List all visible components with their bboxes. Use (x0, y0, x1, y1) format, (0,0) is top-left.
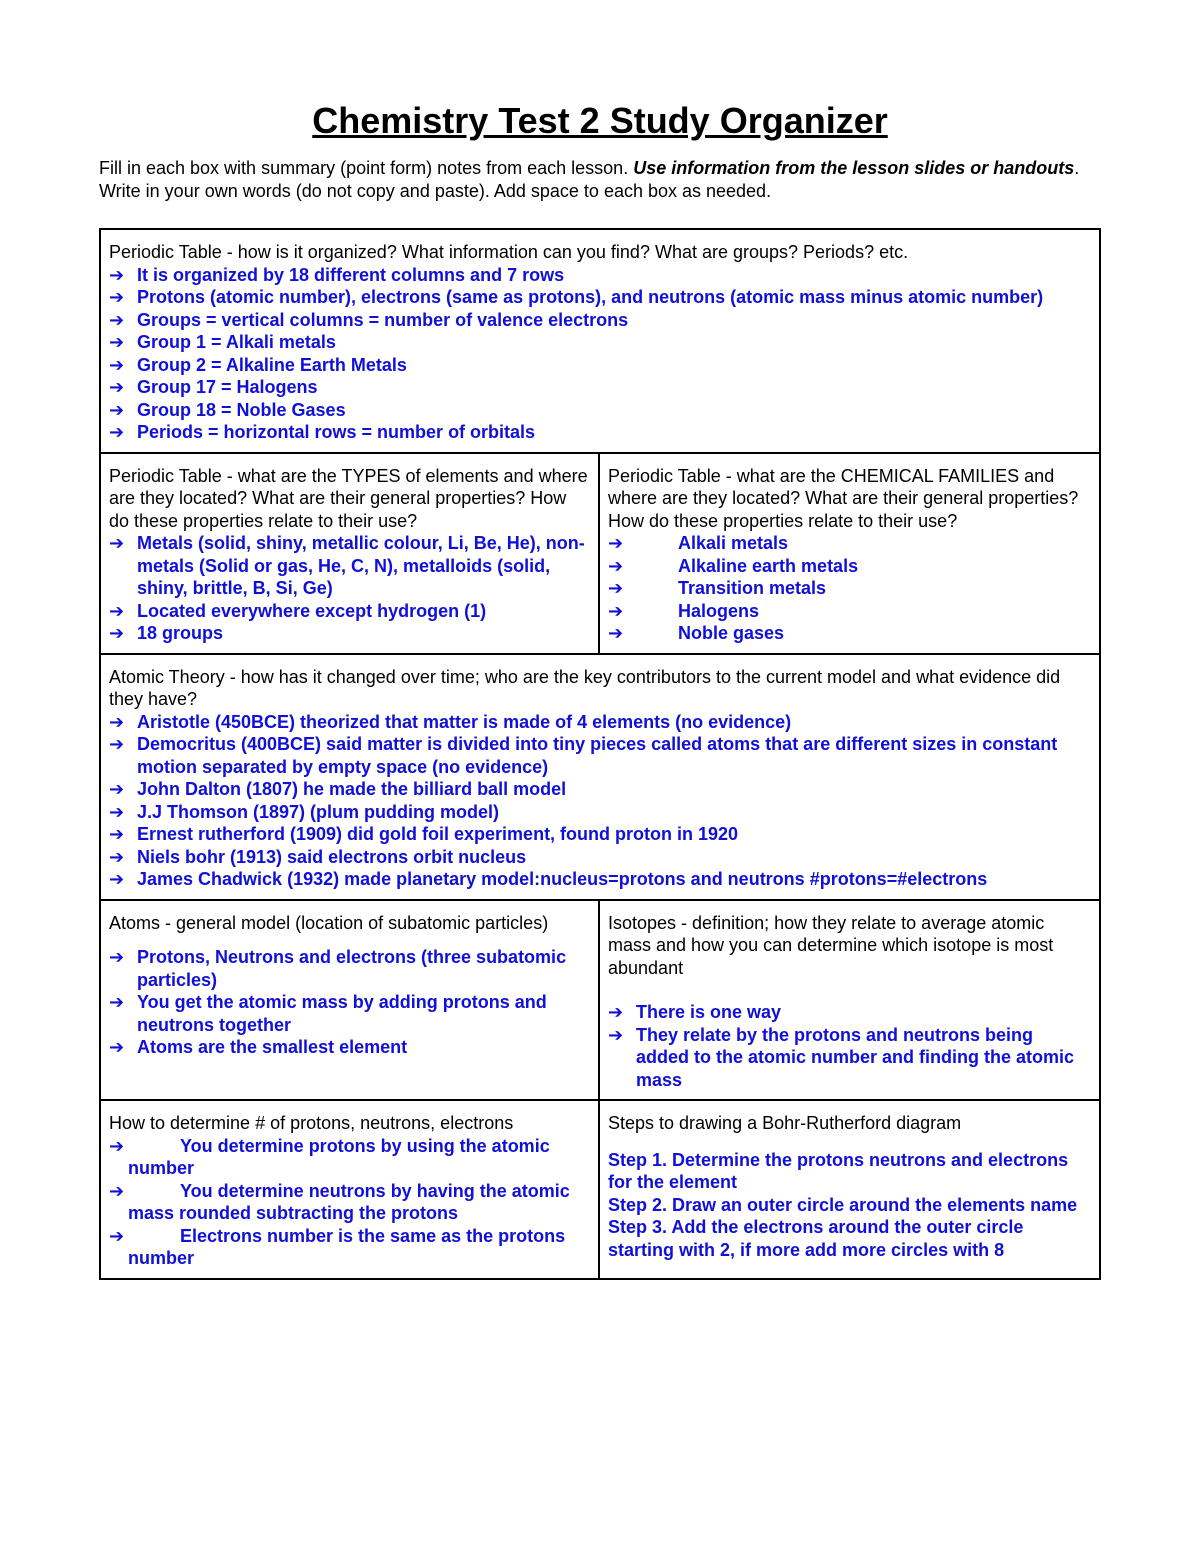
list-item: ➔ Ernest rutherford (1909) did gold foil experiment, found proton in 1920 (109, 823, 1091, 846)
instructions (99, 157, 1109, 203)
answer-list (109, 264, 1091, 444)
answer-list (109, 946, 590, 1059)
list-item: ➔ John Dalton (1807) he made the billiard ball model (109, 778, 1091, 801)
list-item-text: Electrons number is the same as the protons number (128, 1225, 566, 1268)
question-determine-particles: How to determine # of protons, neutrons, electrons (109, 1113, 514, 1133)
list-item: ➔ Metals (solid, shiny, metallic colour, Li, Be, He), non-metals (Solid or gas, He, C, N), metalloids (solid, shiny, brittle, B, Si, Ge) (109, 532, 590, 600)
question-element-types: Periodic Table - what are the TYPES of elements and where are they located? What are their general properties? How do these properties relate to their use? (109, 465, 588, 531)
list-item: ➔ Halogens (608, 600, 1091, 623)
question-atoms: Atoms - general model (location of subatomic particles) (109, 912, 549, 933)
cell-atoms[interactable] (101, 901, 600, 1100)
list-item-text: You determine neutrons by having the atomic mass rounded subtracting the protons (128, 1180, 570, 1223)
row-determine-bohr (101, 1101, 1099, 1278)
question-chemical-families: Periodic Table - what are the CHEMICAL FAMILIES and where are they located? What are their general properties? How do these properties relate to their use? (608, 465, 1079, 531)
list-item: ➔ Group 18 = Noble Gases (109, 399, 1091, 422)
row-types-families (101, 454, 1099, 655)
list-item: ➔ 18 groups (109, 622, 590, 645)
answer-list (109, 532, 590, 645)
list-item: ➔ You get the atomic mass by adding protons and neutrons together (109, 991, 590, 1036)
steps-list (608, 1149, 1091, 1262)
step-3: Step 3. Add the electrons around the outer circle starting with 2, if more add more circles with 8 (608, 1217, 1024, 1260)
answer-list (109, 1135, 590, 1270)
question-atomic-theory: Atomic Theory - how has it changed over time; who are the key contributors to the current model and what evidence did they have? (109, 666, 1061, 709)
cell-atomic-theory[interactable] (101, 655, 1099, 899)
step-2: Step 2. Draw an outer circle around the elements name (608, 1194, 1078, 1215)
list-item: ➔ Alkali metals (608, 532, 1091, 555)
cell-bohr-steps[interactable] (600, 1101, 1099, 1278)
instructions-text: Fill in each box with summary (point form) notes from each lesson. (99, 158, 634, 178)
list-item: ➔ Alkaline earth metals (608, 555, 1091, 578)
list-item: ➔ Group 1 = Alkali metals (109, 331, 1091, 354)
answer-list (608, 1001, 1091, 1091)
cell-determine-particles[interactable] (101, 1101, 600, 1278)
list-item-text: You determine protons by using the atomic number (128, 1135, 550, 1178)
list-item (109, 1135, 590, 1180)
row-atoms-isotopes (101, 901, 1099, 1102)
list-item: ➔ Niels bohr (1913) said electrons orbit nucleus (109, 846, 1091, 869)
list-item: ➔ It is organized by 18 different columns and 7 rows (109, 264, 1091, 287)
row-periodic-organization (101, 230, 1099, 454)
answer-list (109, 711, 1091, 891)
list-item: ➔ There is one way (608, 1001, 1091, 1024)
question-bohr-steps: Steps to drawing a Bohr-Rutherford diagram (608, 1113, 962, 1133)
instructions-emphasis: Use information from the lesson slides or handouts (633, 158, 1075, 178)
list-item: ➔ Protons (atomic number), electrons (same as protons), and neutrons (atomic mass minus atomic number) (109, 286, 1091, 309)
list-item: ➔ Group 2 = Alkaline Earth Metals (109, 354, 1091, 377)
cell-chemical-families[interactable] (600, 454, 1099, 653)
cell-isotopes[interactable] (600, 901, 1099, 1100)
question-isotopes: Isotopes - definition; how they relate to average atomic mass and how you can determine which isotope is most abundant (608, 912, 1054, 978)
list-item: ➔ Periods = horizontal rows = number of orbitals (109, 421, 1091, 444)
list-item: ➔ Groups = vertical columns = number of valence electrons (109, 309, 1091, 332)
cell-element-types[interactable] (101, 454, 600, 653)
list-item: ➔ Atoms are the smallest element (109, 1036, 590, 1059)
page-title: Chemistry Test 2 Study Organizer (312, 100, 888, 141)
answer-list (608, 532, 1091, 645)
cell-periodic-organization[interactable] (101, 230, 1099, 452)
row-atomic-theory (101, 655, 1099, 901)
list-item: ➔ Noble gases (608, 622, 1091, 645)
list-item: ➔ Aristotle (450BCE) theorized that matter is made of 4 elements (no evidence) (109, 711, 1091, 734)
organizer-table (99, 228, 1101, 1280)
list-item: ➔ Democritus (400BCE) said matter is divided into tiny pieces called atoms that are different sizes in constant motion separated by empty space (no evidence) (109, 733, 1091, 778)
list-item (109, 1225, 590, 1270)
list-item: ➔ Transition metals (608, 577, 1091, 600)
instructions-text-end: . Write in your own words (do not copy and paste). Add space to each box as needed. (99, 158, 1080, 201)
question-periodic-organization: Periodic Table - how is it organized? What information can you find? What are groups? Periods? etc. (109, 242, 909, 262)
list-item: ➔ Located everywhere except hydrogen (1) (109, 600, 590, 623)
list-item: ➔ Protons, Neutrons and electrons (three subatomic particles) (109, 946, 590, 991)
list-item (109, 1180, 590, 1225)
list-item: ➔ J.J Thomson (1897) (plum pudding model) (109, 801, 1091, 824)
step-1: Step 1. Determine the protons neutrons and electrons for the element (608, 1149, 1069, 1192)
list-item: ➔ They relate by the protons and neutrons being added to the atomic number and finding the atomic mass (608, 1024, 1091, 1092)
list-item: ➔ James Chadwick (1932) made planetary model:nucleus=protons and neutrons #protons=#electrons (109, 868, 1091, 891)
list-item: ➔ Group 17 = Halogens (109, 376, 1091, 399)
